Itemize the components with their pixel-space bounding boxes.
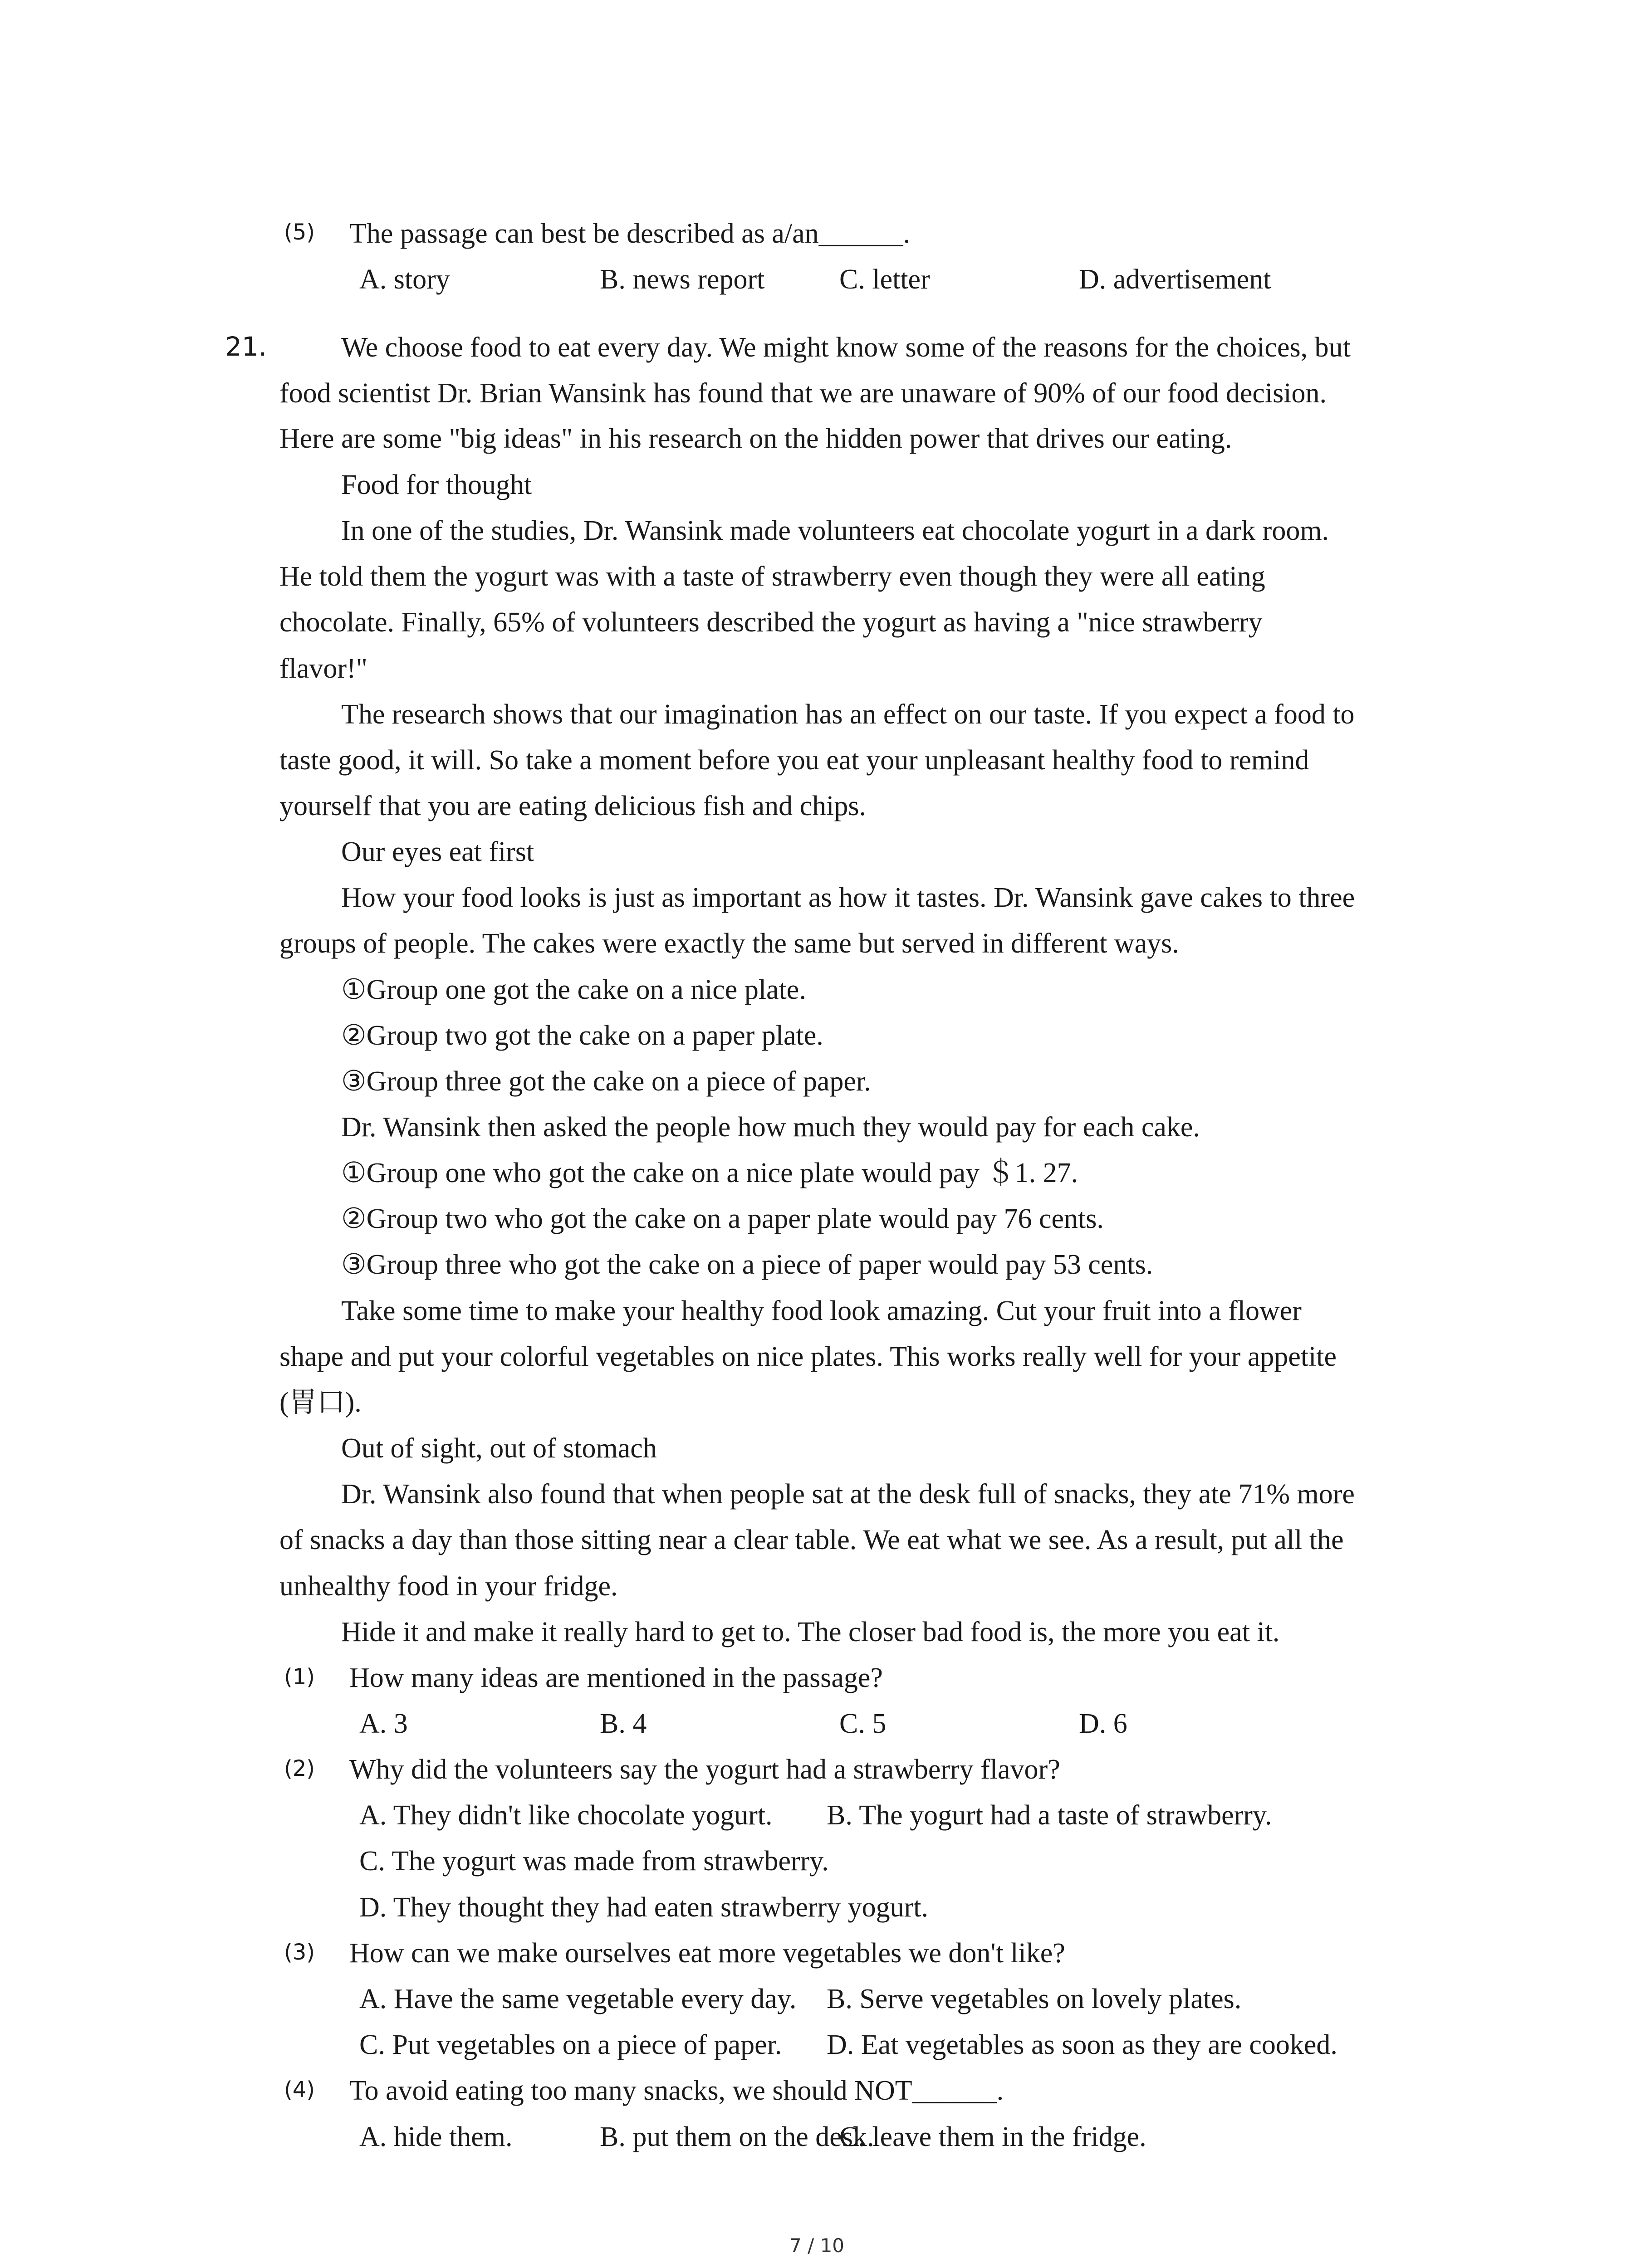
option-c: C. letter — [839, 264, 930, 295]
option-b: B. Serve vegetables on lovely plates. — [827, 1984, 1242, 2014]
option-d: D. Eat vegetables as soon as they are cooked. — [827, 2029, 1337, 2060]
subquestion-number: (1) — [284, 1664, 315, 1690]
passage-heading: Out of sight, out of stomach — [341, 1433, 657, 1464]
passage-line: Dr. Wansink also found that when people sat at the desk full of snacks, they ate 71% more — [341, 1479, 1355, 1510]
option-c: C. The yogurt was made from strawberry. — [359, 1846, 829, 1877]
passage-line: He told them the yogurt was with a taste of strawberry even though they were all eating — [279, 561, 1265, 592]
passage-line: (胃口). — [279, 1387, 362, 1418]
option-d: D. 6 — [1079, 1708, 1127, 1739]
passage-line: The research shows that our imagination has an effect on our taste. If you expect a food to — [341, 699, 1355, 730]
passage-line: groups of people. The cakes were exactly the same but served in different ways. — [279, 928, 1179, 959]
passage-line: Take some time to make your healthy food look amazing. Cut your fruit into a flower — [341, 1295, 1302, 1326]
passage-line: We choose food to eat every day. We might know some of the reasons for the choices, but — [341, 332, 1351, 363]
passage-line: of snacks a day than those sitting near a clear table. We eat what we see. As a result, put all the — [279, 1525, 1344, 1555]
option-b: B. 4 — [600, 1708, 647, 1739]
passage-line: Hide it and make it really hard to get to. The closer bad food is, the more you eat it. — [341, 1617, 1280, 1647]
passage-heading: Food for thought — [341, 469, 532, 500]
option-b: B. The yogurt had a taste of strawberry. — [827, 1800, 1272, 1831]
option-a: A. hide them. — [359, 2121, 513, 2152]
option-a: A. 3 — [359, 1708, 408, 1739]
option-b: B. put them on the desk. — [600, 2121, 874, 2152]
option-b: B. news report — [600, 264, 765, 295]
option-a: A. story — [359, 264, 450, 295]
page-indicator: 7 / 10 — [789, 2234, 845, 2257]
passage-line: chocolate. Finally, 65% of volunteers described the yogurt as having a "nice strawberry — [279, 607, 1263, 638]
passage-list-item: ①Group one who got the cake on a nice plate would pay ＄1. 27. — [341, 1158, 1078, 1188]
subquestion-number: (4) — [284, 2077, 315, 2102]
passage-line: food scientist Dr. Brian Wansink has found that we are unaware of 90% of our food decision. — [279, 378, 1327, 409]
passage-line: How your food looks is just as important as how it tastes. Dr. Wansink gave cakes to three — [341, 882, 1355, 913]
passage-line: shape and put your colorful vegetables on nice plates. This works really well for your appetite — [279, 1341, 1337, 1372]
passage-list-item: ②Group two got the cake on a paper plate. — [341, 1020, 823, 1051]
passage-list-item: ①Group one got the cake on a nice plate. — [341, 974, 806, 1005]
passage-heading: Our eyes eat first — [341, 836, 534, 867]
passage-line: taste good, it will. So take a moment before you eat your unpleasant healthy food to remind — [279, 745, 1309, 776]
passage-line: In one of the studies, Dr. Wansink made volunteers eat chocolate yogurt in a dark room. — [341, 515, 1329, 546]
subquestion-text: How many ideas are mentioned in the passage? — [349, 1662, 883, 1693]
subquestion-number: (3) — [284, 1940, 315, 1965]
passage-line: unhealthy food in your fridge. — [279, 1571, 618, 1602]
passage-line: Here are some "big ideas" in his research on the hidden power that drives our eating. — [279, 423, 1232, 454]
option-a: A. They didn't like chocolate yogurt. — [359, 1800, 773, 1831]
subquestion-text: How can we make ourselves eat more vegetables we don't like? — [349, 1938, 1065, 1969]
subquestion-number: (2) — [284, 1756, 315, 1781]
option-c: C. 5 — [839, 1708, 887, 1739]
subquestion-text: Why did the volunteers say the yogurt had a strawberry flavor? — [349, 1754, 1060, 1785]
passage-list-item: ②Group two who got the cake on a paper plate would pay 76 cents. — [341, 1203, 1104, 1234]
passage-list-item: ③Group three got the cake on a piece of paper. — [341, 1066, 871, 1097]
option-a: A. Have the same vegetable every day. — [359, 1984, 797, 2014]
question-number: 21. — [225, 331, 267, 362]
option-d: D. They thought they had eaten strawberry yogurt. — [359, 1892, 929, 1923]
option-c: C. leave them in the fridge. — [839, 2121, 1146, 2152]
passage-line: yourself that you are eating delicious fish and chips. — [279, 791, 867, 821]
option-d: D. advertisement — [1079, 264, 1271, 295]
subquestion-text: To avoid eating too many snacks, we should NOT______. — [349, 2075, 1004, 2106]
passage-line: flavor!" — [279, 653, 367, 684]
subquestion-text: The passage can best be described as a/an______. — [349, 218, 911, 249]
passage-line: Dr. Wansink then asked the people how much they would pay for each cake. — [341, 1112, 1200, 1143]
option-c: C. Put vegetables on a piece of paper. — [359, 2029, 782, 2060]
subquestion-number: (5) — [284, 220, 315, 245]
passage-list-item: ③Group three who got the cake on a piece of paper would pay 53 cents. — [341, 1249, 1153, 1280]
